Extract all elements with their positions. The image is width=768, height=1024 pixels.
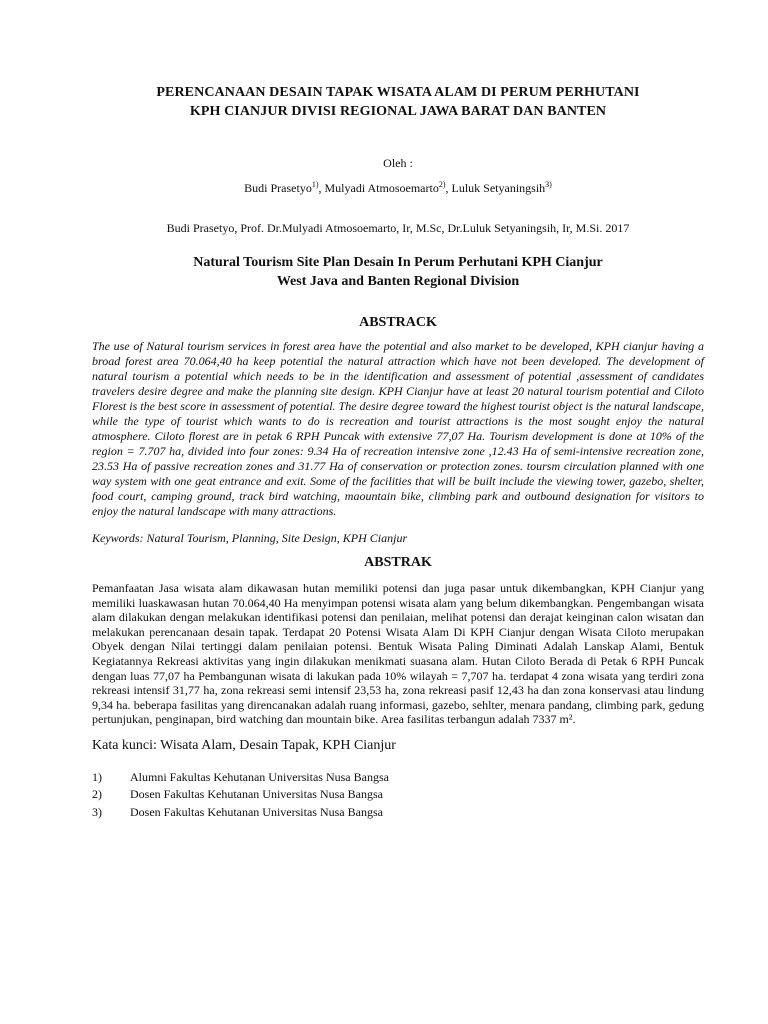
- author-separator: ,: [445, 181, 452, 195]
- author-affiliation-mark: 3): [545, 180, 552, 189]
- affiliation-note-number: 2): [92, 787, 102, 802]
- keywords-id: Kata kunci: Wisata Alam, Desain Tapak, KPH Cianjur: [92, 737, 396, 753]
- affiliation-note-text: Dosen Fakultas Kehutanan Universitas Nusa Bangsa: [130, 787, 383, 802]
- affiliation-notes: [92, 769, 704, 822]
- english-title-line-1: Natural Tourism Site Plan Desain In Perum Perhutani KPH Cianjur: [193, 255, 603, 270]
- english-title: [92, 253, 704, 291]
- abstract-id-body: Pemanfaatan Jasa wisata alam dikawasan hutan memiliki potensi dan juga pasar untuk dikembangkan, KPH Cianjur yang memiliki luaskawasan hutan 70.064,40 Ha menyimpan potensi wisata alam yang belum dikembangkan. Pengembangan wisata alam dilakukan dengan melakukan identifikasi potensi dan penilaian, melihat potensi dan derajat keinginan calon wisatan dan melakukan perencanaan desain tapak. Terdapat 20 Potensi Wisata Alam Di KPH Cianjur dengan Wisata Ciloto merupakan Obyek dengan Nilai tertinggi dalam penilaian potensi. Bentuk Wisata Paling Diminati Adalah Lanskap Alami, Bentuk Kegiatannya Rekreasi aktivitas yang ingin dilakukan menikmati suasana alam. Hutan Ciloto Berada di Petak 6 RPH Puncak dengan luas 77,07 ha Pembangunan wisata di lakukan pada 10% wilayah = 7,707 ha. terdapat 4 zona wisata yang terdiri zona rekreasi intensif 31,77 ha, zona rekreasi semi intensif 23,53 ha, zona rekreasi pasif 12,43 ha dan zona konservasi atau lindung 9,34 ha. beberapa fasilitas yang direncanakan adalah ruang informasi, gazebo, sehlter, menara pandang, climbing park, gedung pertunjukan, penginapan, bird watching dan mountain bike. Area fasilitas terbangun adalah 7337 m².: [92, 581, 704, 727]
- author-name: Mulyadi Atmosoemarto: [324, 181, 439, 195]
- oleh-label: Oleh :: [383, 156, 413, 170]
- affiliation-note-number: 3): [92, 804, 102, 819]
- author-affiliation-mark: 2): [438, 180, 446, 189]
- citation-line: Budi Prasetyo, Prof. Dr.Mulyadi Atmosoemarto, Ir, M.Sc, Dr.Luluk Setyaningsih, Ir, M.Si. 2017: [166, 221, 630, 235]
- paper-title-line-1: PERENCANAAN DESAIN TAPAK WISATA ALAM DI PERUM PERHUTANI: [156, 85, 640, 100]
- author-separator: ,: [318, 181, 325, 195]
- affiliation-note: [92, 804, 704, 822]
- keywords-en: Keywords: Natural Tourism, Planning, Site Design, KPH Cianjur: [92, 531, 408, 545]
- abstract-en-heading: ABSTRACK: [359, 315, 437, 330]
- author-name: Luluk Setyaningsih: [451, 181, 546, 195]
- abstract-en-body: The use of Natural tourism services in forest area have the potential and also market to be developed, KPH cianjur having a broad forest area 70.064,40 ha keep potential the natural attraction which have not been developed. The development of natural tourism a potential which needs to be in the identification and assessment of potential ,assessment of candidates travelers desire degree and make the planning site design. KPH Cianjur have at least 20 natural tourism potential and Ciloto Florest is the best score in assessment of potential. The desire degree toward the highest tourist object is the natural landscape, while the type of tourist which wants to do is recreation and tourist attractions is the most sought enjoy the natural atmosphere. Ciloto florest are in petak 6 RPH Puncak with extensive 77,07 Ha. Tourism development is done at 10% of the region = 7.707 ha, divided into four zones: 9.34 Ha of recreation intensive zone ,12.43 Ha of semi-intensive recreation zone, 23.53 Ha of passive recreation zones and 31.77 Ha of conservation or protection zones. toursm circulation planned with one way system with one geat entrance and exit. Some of the facilities that will be built include the viewing tower, gazebo, shelter, food court, camping ground, track bird watching, maountain bike, climbing park and outbound designation for visitors to enjoy the natural landscape with many attractions.: [92, 339, 704, 518]
- author-name: Budi Prasetyo: [244, 181, 312, 195]
- author-list: [92, 180, 704, 196]
- affiliation-note-number: 1): [92, 769, 102, 784]
- affiliation-note-text: Alumni Fakultas Kehutanan Universitas Nusa Bangsa: [130, 769, 389, 784]
- paper-title-line-2: KPH CIANJUR DIVISI REGIONAL JAWA BARAT DAN BANTEN: [189, 104, 607, 119]
- affiliation-note-text: Dosen Fakultas Kehutanan Universitas Nusa Bangsa: [130, 804, 383, 819]
- english-title-line-2: West Java and Banten Regional Division: [276, 274, 520, 289]
- paper-title: [92, 83, 704, 121]
- abstract-id-heading: ABSTRAK: [364, 555, 432, 570]
- author-affiliation-mark: 1): [311, 180, 319, 189]
- affiliation-note: [92, 786, 704, 804]
- affiliation-note: [92, 769, 704, 787]
